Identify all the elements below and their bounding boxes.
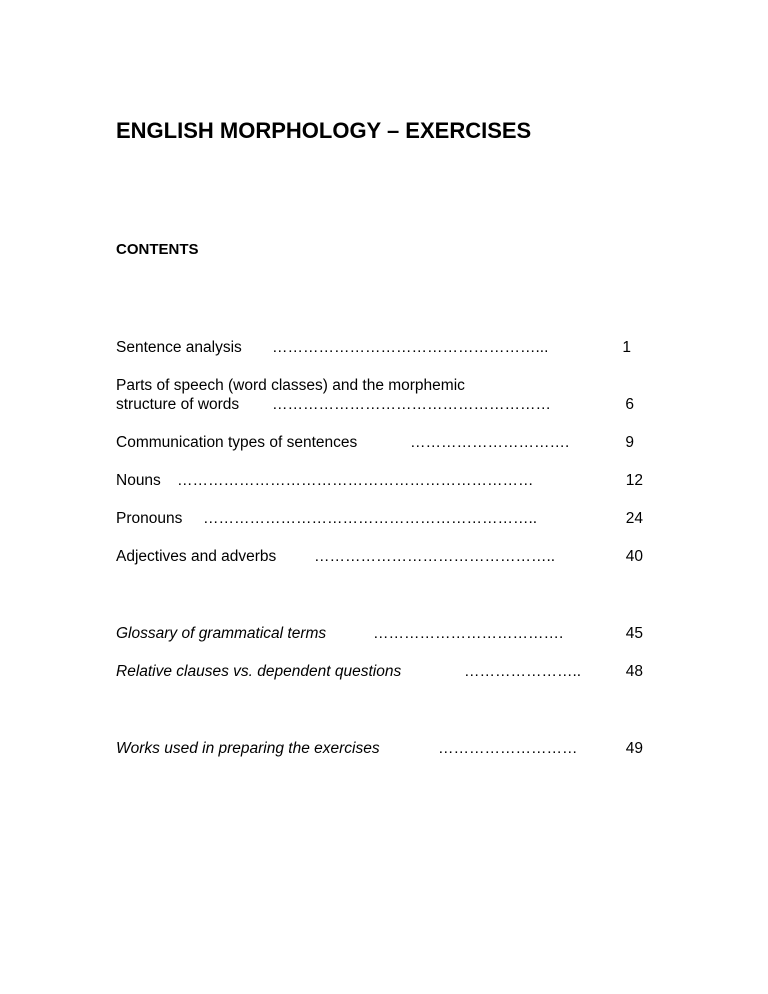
- toc-leader-dots: ………………………………………..: [314, 548, 556, 565]
- toc-page-number: 45: [625, 625, 643, 642]
- toc-leader-dots: ………………………………………………: [272, 396, 551, 413]
- toc-entry-works-used[interactable]: [116, 739, 645, 758]
- toc-leader-dots: ………………………………………………………..: [203, 510, 538, 527]
- toc-entry-adjectives-adverbs[interactable]: [116, 547, 645, 566]
- document-title: ENGLISH MORPHOLOGY – EXERCISES: [116, 118, 532, 143]
- toc-entry-title: Pronouns: [116, 510, 183, 527]
- toc-entry-title: Parts of speech (word classes) and the morphemic: [116, 377, 465, 394]
- toc-entry-pronouns[interactable]: [116, 509, 645, 528]
- toc-entry-nouns[interactable]: [116, 471, 645, 490]
- toc-leader-dots: …………………..: [464, 663, 582, 680]
- toc-page-number: 9: [625, 434, 634, 451]
- toc-entry-title: structure of words: [116, 396, 240, 413]
- toc-page-number: 40: [625, 548, 643, 565]
- toc-entry-glossary[interactable]: [116, 624, 645, 643]
- toc-entry-communication-types[interactable]: [116, 433, 645, 452]
- toc-entry-title: Nouns: [116, 472, 161, 489]
- toc-page-number: 12: [625, 472, 643, 489]
- toc-page-number: 49: [625, 740, 643, 757]
- toc-entry-parts-of-speech[interactable]: [116, 395, 645, 414]
- toc-entry-title: Glossary of grammatical terms: [116, 625, 327, 642]
- toc-entry-title: Adjectives and adverbs: [116, 548, 277, 565]
- toc-entry-title: Relative clauses vs. dependent questions: [116, 663, 402, 680]
- toc-entry-title: Works used in preparing the exercises: [116, 740, 380, 757]
- toc-page-number: 24: [625, 510, 643, 527]
- toc-entry-parts-of-speech-line1[interactable]: [116, 376, 645, 395]
- toc-leader-dots: ………………………: [438, 740, 578, 757]
- toc-entry-relative-clauses[interactable]: [116, 662, 645, 681]
- toc-page-number: 1: [622, 339, 631, 356]
- toc-leader-dots: ………………………….: [410, 434, 570, 451]
- toc-leader-dots: ……………………………………………...: [272, 339, 549, 356]
- toc-entry-sentence-analysis[interactable]: [116, 338, 645, 357]
- toc-entry-title: Sentence analysis: [116, 339, 242, 356]
- toc-entry-title: Communication types of sentences: [116, 434, 358, 451]
- toc-leader-dots: ……………………………………………………………: [177, 472, 534, 489]
- toc-page-number: 6: [625, 396, 634, 413]
- toc-page-number: 48: [625, 663, 643, 680]
- contents-heading: CONTENTS: [116, 241, 199, 258]
- toc-leader-dots: ……………………………….: [373, 625, 564, 642]
